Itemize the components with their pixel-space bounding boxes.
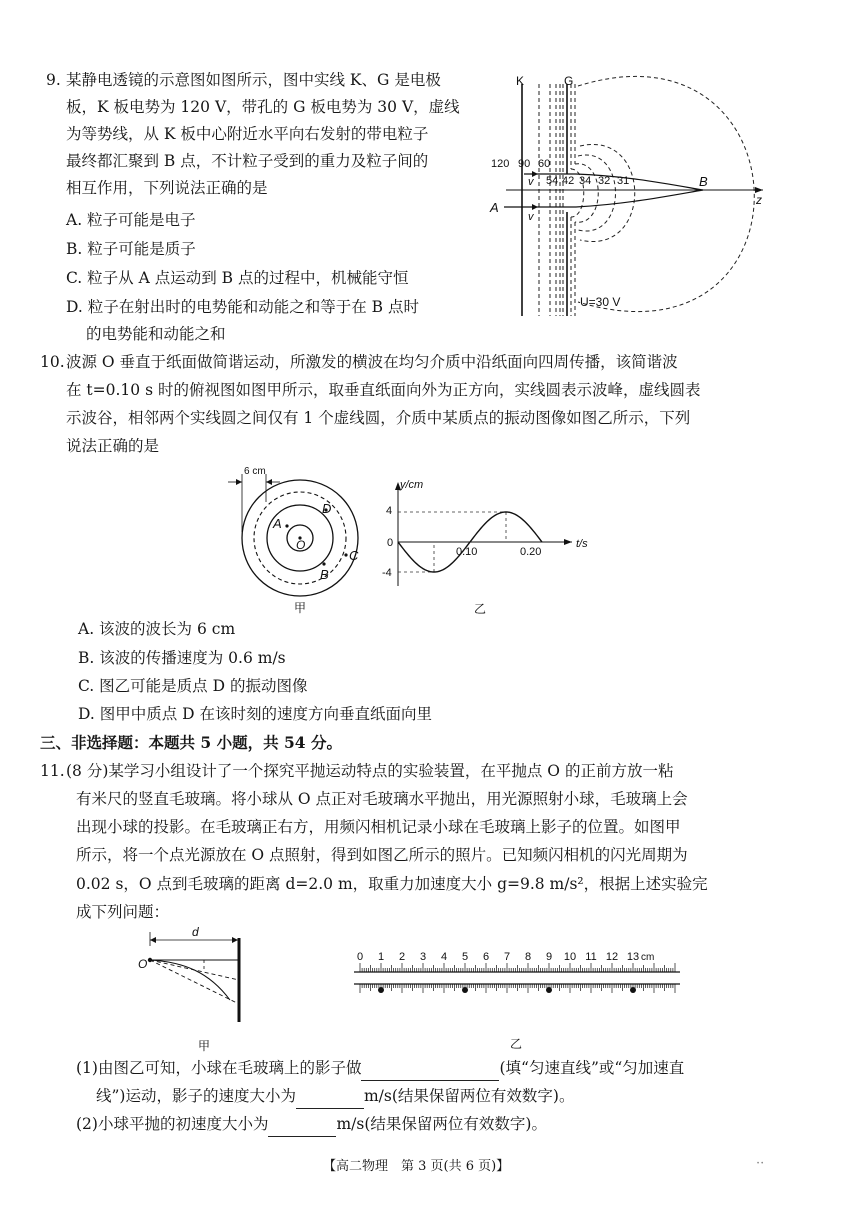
q9-line: 某静电透镜的示意图如图所示，图中实线 K、G 是电极 [66, 71, 441, 89]
q11-ruler-photo [350, 948, 690, 1060]
q10-wave-top-view [228, 462, 368, 622]
q9-lens-figure [488, 74, 778, 324]
x-axis-label: t/s [576, 538, 588, 550]
q11-sub1-text: m/s(结果保留两位有效数字)。 [363, 1087, 575, 1105]
answer-blank-initial-speed[interactable] [268, 1118, 336, 1137]
q11-line: 所示，将一个点光源放在 O 点照射，得到如图乙所示的照片。已知频闪相机的闪光周期为 [76, 846, 688, 864]
potential-label: 54 [546, 175, 559, 187]
q10-number: 10. [40, 353, 65, 371]
ruler-unit-label: cm [641, 952, 655, 963]
q9-option-d: D. 粒子在射出时的电势能和动能之和等于在 B 点时 [66, 298, 419, 316]
potential-label: 60 [538, 158, 551, 170]
figure-caption-yi: 乙 [510, 1037, 523, 1051]
q10-line: 波源 O 垂直于纸面做简谐运动，所激发的横波在均匀介质中沿纸面向四周传播，该简谐波 [66, 353, 678, 371]
q10-option-d: D. 图甲中质点 D 在该时刻的速度方向垂直纸面向里 [78, 705, 433, 723]
q9-line: 最终都汇聚到 B 点，不计粒子受到的重力及粒子间的 [66, 152, 429, 170]
q11-line: 出现小球的投影。在毛玻璃正右方，用频闪相机记录小球在毛玻璃上影子的位置。如图甲 [76, 818, 681, 836]
point-o-label: O [296, 538, 306, 552]
potential-label: 34 [579, 175, 592, 187]
q11-sub1-text: (填“匀速直线”或“匀加速直 [499, 1059, 685, 1077]
potential-label: 42 [562, 175, 575, 187]
q10-vibration-graph [374, 478, 604, 618]
ruler-number: 8 [524, 951, 532, 963]
q10-option-a: A. 该波的波长为 6 cm [78, 620, 236, 638]
point-b-label: B [699, 174, 708, 189]
ruler-number: 13 [626, 951, 640, 963]
point-b-label: B [320, 567, 329, 582]
shadow-dot [462, 987, 468, 993]
figure-caption-jia: 甲 [198, 1039, 211, 1053]
q11-sub1-text: 线”)运动，影子的速度大小为 [96, 1087, 296, 1105]
shadow-dot [378, 987, 384, 993]
shadow-dot [546, 987, 552, 993]
q10-option-c: C. 图乙可能是质点 D 的振动图像 [78, 677, 308, 695]
ruler-number: 10 [563, 951, 577, 963]
plate-g-label: G [564, 74, 574, 88]
q11-sub1-text: (1)由图乙可知，小球在毛玻璃上的影子做 [76, 1059, 362, 1077]
ruler-number: 6 [482, 951, 490, 963]
x-tick-020: 0.20 [520, 546, 542, 558]
potential-label: 90 [518, 158, 531, 170]
ruler-number: 9 [545, 951, 553, 963]
footer-mark: ·· [756, 1156, 765, 1171]
d-label: d [192, 925, 199, 939]
point-a-label: A [273, 516, 282, 531]
q11-line: 有米尺的竖直毛玻璃。将小球从 O 点正对毛玻璃水平抛出，用光源照射小球，毛玻璃上会 [76, 790, 688, 808]
ruler-number: 2 [398, 951, 406, 963]
page-footer: 【高二物理 第 3 页(共 6 页)】 [323, 1159, 510, 1174]
ruler-number: 3 [419, 951, 427, 963]
q11-line: 0.02 s，O 点到毛玻璃的距离 d=2.0 m，取重力加速度大小 g=9.8 m/s²，根据上述实验完 [76, 875, 708, 893]
ruler-number: 1 [377, 951, 385, 963]
q11-number: 11. [40, 762, 65, 780]
figure-caption-yi: 乙 [474, 602, 487, 616]
q9-line: 板，K 板电势为 120 V，带孔的 G 板电势为 30 V，虚线 [66, 98, 460, 116]
ruler-number: 11 [585, 951, 597, 963]
o-label: O [138, 957, 148, 971]
voltage-label: U=30 V [580, 295, 621, 309]
q11-setup-figure [134, 924, 264, 1054]
y-axis-label: y/cm [400, 479, 424, 491]
x-tick-010: 0.10 [456, 546, 478, 558]
dim-6cm-label: 6 cm [244, 466, 266, 477]
point-d-label: D [322, 501, 332, 516]
q11-sub2-text: m/s(结果保留两位有效数字)。 [336, 1115, 547, 1133]
q9-number: 9. [46, 71, 61, 89]
q9-option-c: C. 粒子从 A 点运动到 B 点的过程中，机械能守恒 [66, 269, 409, 287]
point-a-label: A [490, 200, 499, 215]
z-axis-label: z [756, 193, 762, 207]
q11-line: (8 分)某学习小组设计了一个探究平抛运动特点的实验装置，在平抛点 O 的正前方放一粘 [66, 762, 674, 780]
ruler-number: 0 [356, 951, 364, 963]
ruler-number: 7 [503, 951, 511, 963]
figure-caption-jia: 甲 [294, 601, 307, 615]
q9-option-a: A. 粒子可能是电子 [66, 211, 196, 229]
y-tick-4: 4 [386, 505, 393, 517]
ruler-number: 12 [605, 951, 619, 963]
q9-line: 相互作用，下列说法正确的是 [66, 179, 268, 197]
answer-blank-motion[interactable] [361, 1062, 499, 1081]
answer-blank-shadow-speed[interactable] [296, 1090, 364, 1109]
potential-label: 31 [617, 175, 630, 187]
q10-line: 示波谷，相邻两个实线圆之间仅有 1 个虚线圆，介质中某质点的振动图像如图乙所示，下列 [66, 409, 691, 427]
velocity-label: v [528, 176, 534, 188]
potential-label: 120 [491, 158, 510, 170]
q11-line: 成下列问题： [76, 903, 170, 921]
velocity-label: v [528, 211, 534, 223]
ruler-number: 5 [461, 951, 469, 963]
shadow-dot [630, 987, 636, 993]
section-heading: 三、非选择题：本题共 5 小题，共 54 分。 [40, 733, 342, 752]
y-tick-neg4: -4 [382, 567, 392, 579]
q9-line: 为等势线，从 K 板中心附近水平向右发射的带电粒子 [66, 125, 429, 143]
q10-line: 说法正确的是 [66, 437, 160, 455]
potential-label: 32 [598, 175, 611, 187]
q10-line: 在 t=0.10 s 时的俯视图如图甲所示，取垂直纸面向外为正方向，实线圆表示波峰，虚线圆表 [66, 381, 701, 399]
q11-sub2-text: (2)小球平抛的初速度大小为 [76, 1115, 269, 1133]
q9-option-b: B. 粒子可能是质子 [66, 240, 196, 258]
q9-option-d-cont: 的电势能和动能之和 [86, 325, 226, 343]
ruler-number: 4 [440, 951, 448, 963]
point-c-label: C [349, 548, 359, 563]
origin-label: 0 [387, 537, 394, 549]
plate-k-label: K [516, 74, 525, 88]
q10-option-b: B. 该波的传播速度为 0.6 m/s [78, 649, 286, 667]
